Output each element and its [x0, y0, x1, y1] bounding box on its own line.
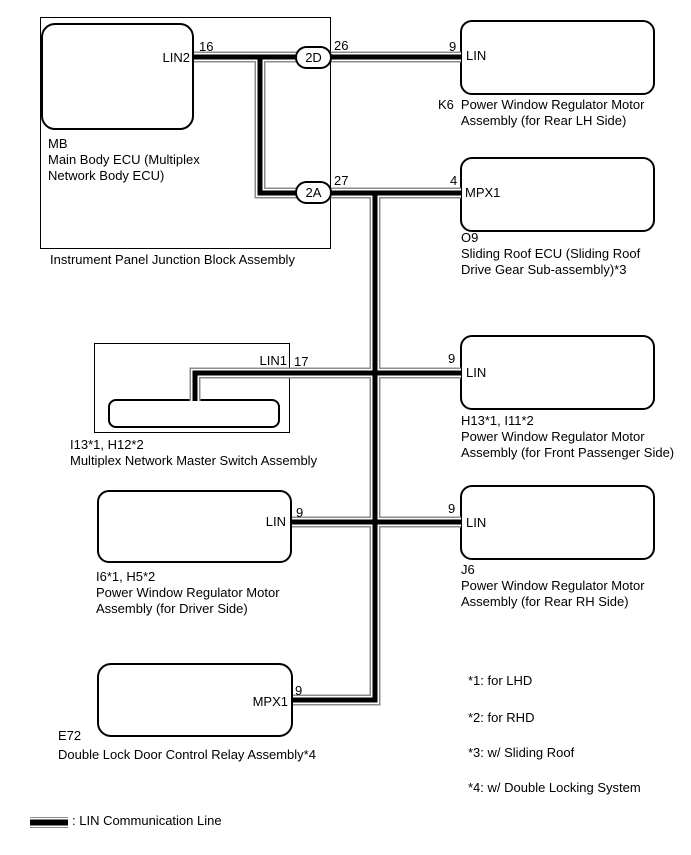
h13-code: H13*1, I11*2 — [461, 413, 534, 428]
j6-rear-rh-motor-box — [460, 485, 655, 560]
j6-desc2: Assembly (for Rear RH Side) — [461, 594, 629, 609]
master-switch-inner-box — [108, 399, 280, 428]
h13-desc1: Power Window Regulator Motor — [461, 429, 645, 444]
lin-line-swatch — [30, 817, 68, 828]
port-mpx1-e72: MPX1 — [252, 694, 288, 709]
o9-code: O9 — [461, 230, 479, 245]
pin-9-j6: 9 — [448, 501, 456, 516]
k6-code: K6 — [438, 97, 454, 112]
pin-27: 27 — [334, 173, 349, 188]
port-lin1: LIN1 — [259, 353, 287, 368]
connector-2a — [295, 181, 332, 204]
pin-16: 16 — [199, 39, 214, 54]
port-lin-driver: LIN — [265, 514, 286, 529]
caption-j6 — [461, 562, 645, 610]
driver-code: I6*1, H5*2 — [96, 569, 156, 584]
o9-desc1: Sliding Roof ECU (Sliding Roof — [461, 246, 641, 261]
caption-main-body-ecu — [48, 136, 200, 184]
port-lin-k6: LIN — [466, 48, 487, 63]
mb-code: MB — [48, 136, 68, 151]
main-body-ecu-box — [41, 23, 194, 130]
k6-rear-lh-motor-box — [460, 20, 655, 95]
j6-code: J6 — [461, 562, 475, 577]
mb-desc2: Network Body ECU) — [48, 168, 165, 183]
caption-o9 — [461, 230, 640, 278]
pin-26: 26 — [334, 38, 349, 53]
caption-k6 — [438, 97, 644, 129]
h13-front-passenger-motor-box — [460, 335, 655, 410]
pin-17: 17 — [294, 354, 309, 369]
h13-desc2: Assembly (for Front Passenger Side) — [461, 445, 675, 460]
pin-9-e72: 9 — [295, 683, 303, 698]
footnote-1: *1: for LHD — [468, 673, 533, 688]
mb-desc1: Main Body ECU (Multiplex — [48, 152, 200, 167]
o9-desc2: Drive Gear Sub-assembly)*3 — [461, 262, 627, 277]
k6-desc2: Assembly (for Rear LH Side) — [460, 113, 627, 128]
caption-driver — [96, 569, 280, 617]
legend-label: : LIN Communication Line — [72, 813, 222, 828]
k6-desc1: Power Window Regulator Motor — [460, 97, 645, 112]
caption-junction-block: Instrument Panel Junction Block Assembly — [50, 252, 295, 267]
e72-desc1: Double Lock Door Control Relay Assembly*4 — [58, 747, 316, 762]
port-lin-j6: LIN — [466, 515, 487, 530]
connector-2d-label: 2D — [305, 50, 322, 65]
connector-2d — [295, 46, 332, 69]
caption-h13 — [461, 413, 674, 461]
master-code: I13*1, H12*2 — [70, 437, 144, 452]
driver-desc1: Power Window Regulator Motor — [96, 585, 280, 600]
pin-4-o9: 4 — [450, 173, 458, 188]
connector-2a-label: 2A — [305, 185, 322, 200]
footnote-3: *3: w/ Sliding Roof — [468, 745, 575, 760]
footnote-4: *4: w/ Double Locking System — [468, 780, 641, 795]
footnote-2: *2: for RHD — [468, 710, 535, 725]
driver-desc2: Assembly (for Driver Side) — [96, 601, 248, 616]
caption-master-switch — [70, 437, 317, 469]
k6-desc — [461, 97, 645, 129]
master-desc1: Multiplex Network Master Switch Assembly — [70, 453, 318, 468]
port-lin2: LIN2 — [162, 50, 190, 65]
pin-9-k6: 9 — [449, 39, 457, 54]
pin-9-h13: 9 — [448, 351, 456, 366]
caption-e72 — [58, 726, 316, 764]
pin-9-drv: 9 — [296, 505, 304, 520]
e72-code: E72 — [58, 728, 82, 743]
port-mpx1-o9: MPX1 — [465, 185, 501, 200]
port-lin-h13: LIN — [466, 365, 487, 380]
j6-desc1: Power Window Regulator Motor — [461, 578, 645, 593]
